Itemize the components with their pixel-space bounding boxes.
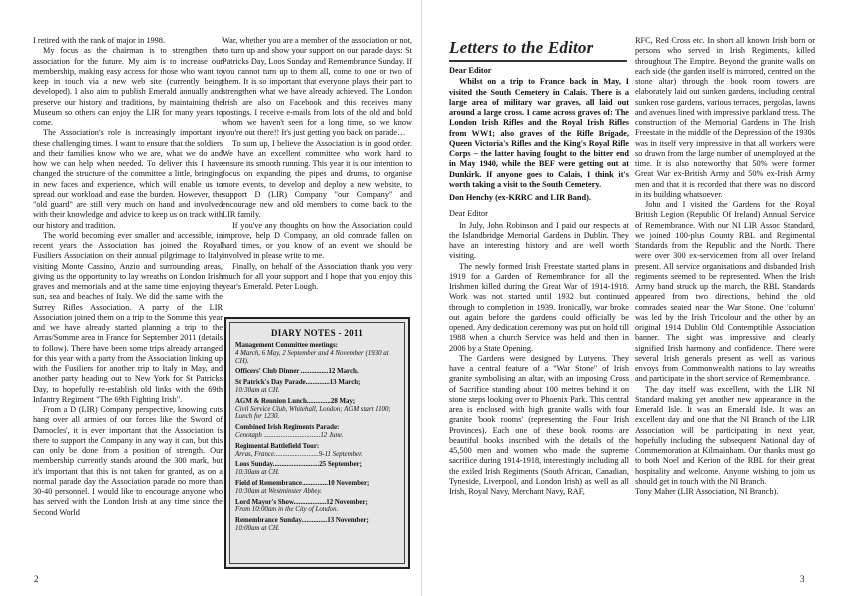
paragraph: The day itself was excellent, with the LIR NI Standard making yet another new appearance in the Emerald Isle. It was an Emerald Isle. It was an excellent day and one that the NI Branch of the LIR Association will be participating in next year, hopefully including the subsequent National day of Commemoration at Kilmainham. Our thanks must go to both Noel and Kerion of the RBL for their great hospitality and welcome. Anyone wishing to join us should get in touch with the NI Branch. xyxy=(635,384,815,486)
diary-entry xyxy=(235,461,399,477)
diary-entry-detail: 10:30am at CH. xyxy=(235,386,280,394)
paragraph: If you've any thoughts on how the Association could improve, help D Company, an old comrade fallen on hard times, or you know of an event we should be involved in please write to me. xyxy=(222,220,412,261)
diary-notes-title: DIARY NOTES - 2011 xyxy=(270,328,363,338)
diary-entry xyxy=(235,480,399,496)
letter1-signature: Don Henchy (ex-KRRC and LIR Band). xyxy=(449,193,591,202)
letter1-salutation: Dear Editor xyxy=(449,66,492,75)
diary-entry-title: Regimental Battlefield Tour: xyxy=(235,442,320,450)
paragraph: To sum up, I believe the Association is in good order. We have an excellent committee who work hard to ensure its smooth running. This year it is our intention to focus on expanding the pipes and drums, to organise more events, to develop and deploy a new website, to support D (LIR) Company "our Company" and encourage new and old members to come back to the LIR family. xyxy=(222,138,412,220)
diary-entry-title: Officers' Club Dinner ................12 March. xyxy=(235,368,359,376)
diary-entry-title: Remembrance Sunday...............13 November; xyxy=(235,517,369,525)
diary-entry-title: St Patrick's Day Parade..............13 March; xyxy=(235,379,361,387)
diary-notes-inner-border xyxy=(229,322,405,564)
paragraph: Finally, on behalf of the Association thank you very much for all your support and I hope that you enjoy this year's Emerald. Peter Lough. xyxy=(222,261,412,291)
diary-entry xyxy=(235,368,399,376)
diary-entry-detail: From 10:00am in the City of London. xyxy=(235,506,339,514)
diary-entry-detail: 10:00am at CH. xyxy=(235,524,280,532)
diary-entry xyxy=(235,424,399,440)
right-column-1 xyxy=(449,62,629,497)
diary-entry-title: AGM & Reunion Lunch..............28 May; xyxy=(235,397,356,405)
diary-entry xyxy=(235,443,399,459)
diary-entry-title: Field of Remembrance...............10 November; xyxy=(235,479,370,487)
diary-entry-detail: Cenotaph .................................12 June. xyxy=(235,431,344,439)
paragraph: My focus as the chairman is to strengthen the association for the future. My aim is to increase our membership, making easy access for those who want to keep in touch via a new web site (currently being developed). I also aim to publish Emerald annually and preserve our history and traditions, by maintaining the Museum so others can enjoy the LIR for many years to come. xyxy=(33,46,223,127)
diary-entry xyxy=(235,398,399,421)
diary-entries xyxy=(230,342,404,533)
letters-heading: Letters to the Editor xyxy=(449,38,594,57)
page-number-right: 3 xyxy=(800,574,805,584)
paragraph: I retired with the rank of major in 1998. xyxy=(33,36,166,45)
letters-heading-block xyxy=(449,38,627,58)
diary-entry xyxy=(235,379,399,395)
letter2-signature: Tony Maher (LIR Association, NI Branch). xyxy=(635,487,779,496)
diary-entry-detail: 10:30am at Westminster Abbey. xyxy=(235,487,322,495)
page-gutter xyxy=(421,0,422,596)
paragraph: From a D (LIR) Company perspective, knowing cuts hang over all armies of our forces like the Sword of Damocles', it is ever important that the Association is there to support the Company in any way it can, but this can only be done from a position of strength. Our membership currently stands around the 300 mark, but it's important that this is not taken for granted, as on a normal parade day the Association parade no more than 30-40 personnel. I would like to encourage anyone who has served with the London Irish at any time since the Second World xyxy=(33,405,223,517)
diary-entry-detail: Civil Service Club, Whitehall, London; AGM start 1100; Lunch for 1230. xyxy=(235,405,391,421)
paragraph: The world becoming ever smaller and accessible, in recent years the Association has joined the Royal Fusiliers Association on their annual pilgrimage to Italy visiting Monte Cassino, Anzio and surrounding areas, giving us the opportunity to lay wreaths on London Irish graves and memorials and at the same time enjoying the sun, sea and beaches of Italy. We did the same with the Surrey Rifles Association. A party of the LIR Association joined them on a trip to the Somme this year and we have already started planning a trip to the Arras/Somme area in France for September 2011 (details to follow). There have been some trips already arranged for this year with a party from the Association linking up with the Fusiliers for another trip to Italy in May, and another party heading out to New York for St Patricks Day, to hopefully re-establish old links with the 69th Infantry Regiment "The 69th Fighting Irish". xyxy=(33,230,223,404)
page-number-left: 2 xyxy=(34,574,39,584)
paragraph: RFC, Red Cross etc. In short all known Irish born or persons who served in Irish Regiments, killed throughout The Empire. Beyond the granite walls on each side (the garden itself is mirrored, centred on the stone altar) through the book room towers are elaborately laid out sunken gardens, including central sunken rose gardens, various terraces, pergolas, lawns and avenues lined with impressive parkland tress. The construction of the Memorial Gardens in The Irish Freestate in the middle of the Depression of the 1930s was in itself very impressive in that all workers were so drawn from the large number of unemployed at the time. It is also noteworthy that 50% were former Great War ex-British Army and 50% ex-Irish Army men and that it is recorded that there was no discord in its building whatsoever. xyxy=(635,36,815,199)
paragraph: The newly formed Irish Freestate started plans in 1919 for a Garden of Remembrance for all the Irishmen killed during the Great War of 1914-1918. Work was not started until 1932 but continued through to completion in 1939. Ironically, war broke out again before the gardens could officially be opened. Any dedication ceremony was put on hold till 1988 when a church Service was held and then in 2006 by a State Opening. xyxy=(449,261,629,353)
letter2-salutation: Dear Editor xyxy=(449,209,488,219)
diary-entry xyxy=(235,517,399,533)
letter1-body: Whilst on a trip to France back in May, I visited the South Cemetery in Calais. There is a large area of military war graves, all laid out around a large cross. I came across graves of: The London Irish Rifles and the Royal Irish Rifles from WW1; also graves of the Rifle Brigade, Queen Victoria's Rifles and the King's Royal Rifle Corps – the latter having fought to the bitter end in May 1940, while the BEF were getting out at Dunkirk. If anyone goes to Calais, I think it's worth taking a visit to the South Cemetery. xyxy=(449,77,629,189)
diary-entry xyxy=(235,499,399,515)
diary-entry-detail: 4 March, 6 May, 2 September and 4 November (1930 at CH). xyxy=(235,349,389,365)
paragraph: War, whether you are a member of the association or not, to turn up and show your support on our parade days: St Patricks Day, Loos Sunday and Remembrance Sunday. If you cannot turn up to them all, come to one or two of them. It is so important that everyone plays their part to strengthen what we have already achieved. The London Irish are also on Facebook and this receives many postings. I receive e-mails from lots of the old and bold whom we haven't seen for a long time, so we know you're out there!! It's just getting you back on parade… xyxy=(222,36,412,138)
right-column-2 xyxy=(635,36,815,497)
diary-entry xyxy=(235,342,399,365)
left-column-1 xyxy=(33,36,223,518)
diary-entry-title: Management Committee meetings: xyxy=(235,342,338,349)
paragraph: The Association's role is increasingly important in these challenging times. I want to ensure that the soldiers and their families know who we are, what we do and how we can help when needed. To deliver this I have changed the structure of the committee a little, bringing in new faces and experience, which will enable us to spread our workload and ease the burden. However, the "old guard" are still very much on hand and involved with their knowledge and advice to keep us on track with our history and tradition. xyxy=(33,128,223,230)
diary-entry-title: Lord Mayor's Show...................12 November; xyxy=(235,498,368,506)
paragraph: In July, John Robinson and I paid our respects at the Islandbridge Memorial Gardens in Dublin. They have an interesting history and are well worth visiting. xyxy=(449,220,629,261)
diary-entry-detail: Arras, France..........................9-11 September. xyxy=(235,450,363,458)
paragraph: John and I visited the Gardens for the Royal British Legion (Republic Of Ireland) Annual Service of Remembrance. With our NI LIR Assoc Standard, we joined 100-plus County RBL and Regimental Standards from the Republic and the North. There were over 300 ex-servicemen from all over Ireland present. All service organisations and disbanded Irish regiments seemed to be represented. When the Irish Army band struck up the march, the RBL Standards appeared from two directions, behind the old comrades seated near the War Stone. One 'column' was led by the Irish Tricolour and the other by an original 1914 Dublin Old Contemptible Association banner. The sight was impressive and clearly signified Irish harmony and confidence. There were several Irish generals present as well as various envoys from Commonwealth nations to lay wreaths and participate in the short service of Remembrance. xyxy=(635,200,815,384)
paragraph: The Gardens were designed by Lutyens. They have a central feature of a "War Stone" of Irish granite symbolising an altar, with an imposing Cross of Sacrifice standing about 100 metres behind it on stone steps looking over to Phoenix Park. This central area is enclosed with high granite walls with four granite 'book rooms' (representing the Four Irish Provinces). Each one of these book rooms are beautiful books inscribed with the details of the 45,500 men and women who made the supreme sacrifice during 1914-1918, interestingly including all the exiled Irish Regiments (South African, Canadian, Tyneside, Liverpool, and London Irish) as well as all Irish, Royal Navy, Merchant Navy, RAF, xyxy=(449,353,629,496)
diary-entry-title: Loos Sunday...........................25 September; xyxy=(235,461,362,469)
diary-entry-detail: 10:30am at CH. xyxy=(235,469,280,477)
left-column-2 xyxy=(222,36,412,292)
diary-entry-title: Combined Irish Regiments Parade: xyxy=(235,424,340,432)
diary-notes-box xyxy=(224,317,410,569)
